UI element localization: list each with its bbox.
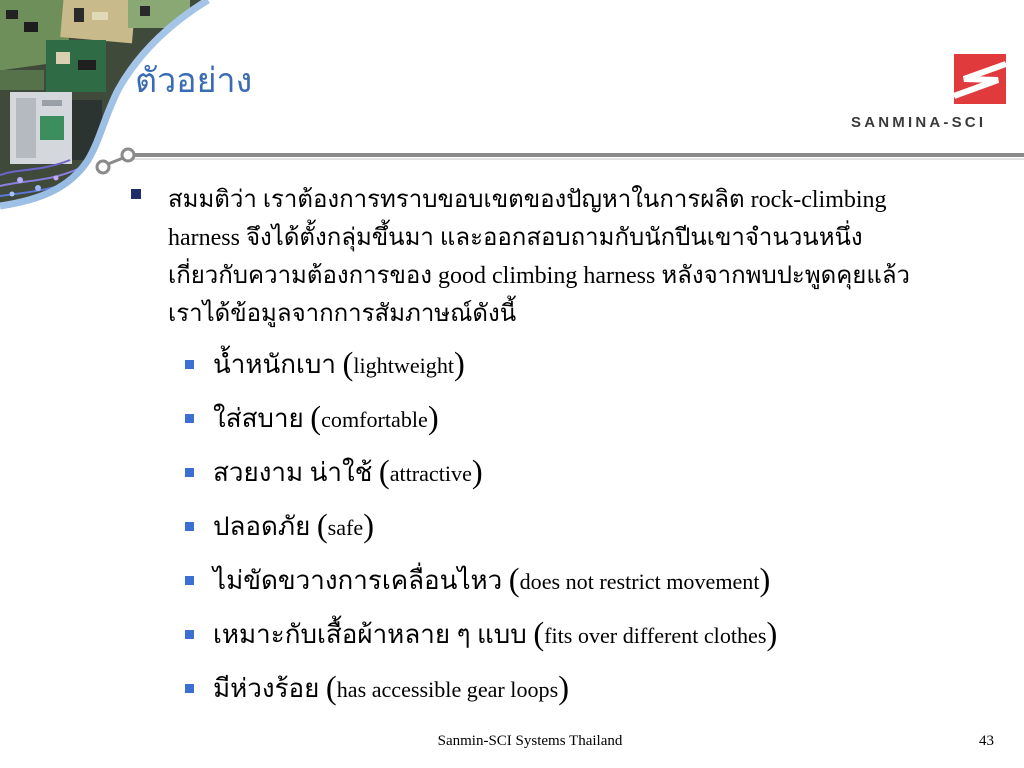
open-paren: ( <box>378 454 390 491</box>
footer-text: Sanmin-SCI Systems Thailand <box>437 733 623 749</box>
requirements-list <box>185 338 1005 716</box>
close-paren: ) <box>471 454 483 491</box>
open-paren: ( <box>325 670 337 707</box>
main-square-bullet-icon <box>131 189 141 199</box>
list-item <box>185 500 1005 554</box>
close-paren: ) <box>558 670 570 707</box>
item-thai-label: ไม่ขัดขวางการเคลื่อนไหว <box>213 566 503 595</box>
list-item <box>185 338 1005 392</box>
square-bullet-icon <box>185 522 194 531</box>
main-text-line: harness จึงได้ตั้งกลุ่มขึ้นมา และออกสอบถามกับนักปีนเขาจำนวนหนึ่ง <box>168 225 863 251</box>
close-paren: ) <box>454 346 465 383</box>
square-bullet-icon <box>185 360 194 369</box>
close-paren: ) <box>766 616 778 653</box>
square-bullet-icon <box>185 684 194 693</box>
main-text-line: เกี่ยวกับความต้องการของ good climbing harness หลังจากพบปะพูดคุยแล้ว <box>168 263 910 289</box>
close-paren: ) <box>759 562 771 599</box>
list-item <box>185 446 1005 500</box>
main-bullet-text <box>168 181 998 333</box>
open-paren: ( <box>342 346 354 383</box>
list-item <box>185 554 1005 608</box>
square-bullet-icon <box>185 576 194 585</box>
item-english-label: attractive <box>389 461 472 486</box>
item-english-label: comfortable <box>321 407 428 432</box>
item-thai-label: มีห่วงร้อย <box>213 674 320 703</box>
item-thai-label: น้ำหนักเบา <box>213 350 337 379</box>
item-thai-label: ปลอดภัย <box>213 512 311 541</box>
sanmina-logo-icon <box>954 54 1006 104</box>
item-english-label: has accessible gear loops <box>336 677 559 702</box>
main-text-line: สมมติว่า เราต้องการทราบขอบเขตของปัญหาในการผลิต rock-climbing <box>168 187 887 213</box>
open-paren: ( <box>508 562 520 599</box>
open-paren: ( <box>316 508 328 545</box>
square-bullet-icon <box>185 414 194 423</box>
item-thai-label: สวยงาม น่าใช้ <box>213 458 373 487</box>
item-english-label: lightweight <box>353 353 455 378</box>
list-item <box>185 608 1005 662</box>
item-thai-label: ใส่สบาย <box>213 404 304 433</box>
item-english-label: does not restrict movement <box>519 569 760 594</box>
item-english-label: safe <box>327 515 364 540</box>
item-thai-label: เหมาะกับเสื้อผ้าหลาย ๆ แบบ <box>213 620 527 649</box>
main-text-line: เราได้ข้อมูลจากการสัมภาษณ์ดังนี้ <box>168 301 517 327</box>
open-paren: ( <box>310 400 322 437</box>
square-bullet-icon <box>185 630 194 639</box>
open-paren: ( <box>533 616 545 653</box>
slide-title: ตัวอย่าง <box>135 63 253 100</box>
page-number: 43 <box>979 733 994 749</box>
square-bullet-icon <box>185 468 194 477</box>
connector-line-decoration <box>0 140 1024 180</box>
close-paren: ) <box>427 400 439 437</box>
close-paren: ) <box>363 508 375 545</box>
logo-wordmark: SANMINA-SCI <box>851 114 987 131</box>
list-item <box>185 392 1005 446</box>
item-english-label: fits over different clothes <box>544 623 767 648</box>
list-item <box>185 662 1005 716</box>
